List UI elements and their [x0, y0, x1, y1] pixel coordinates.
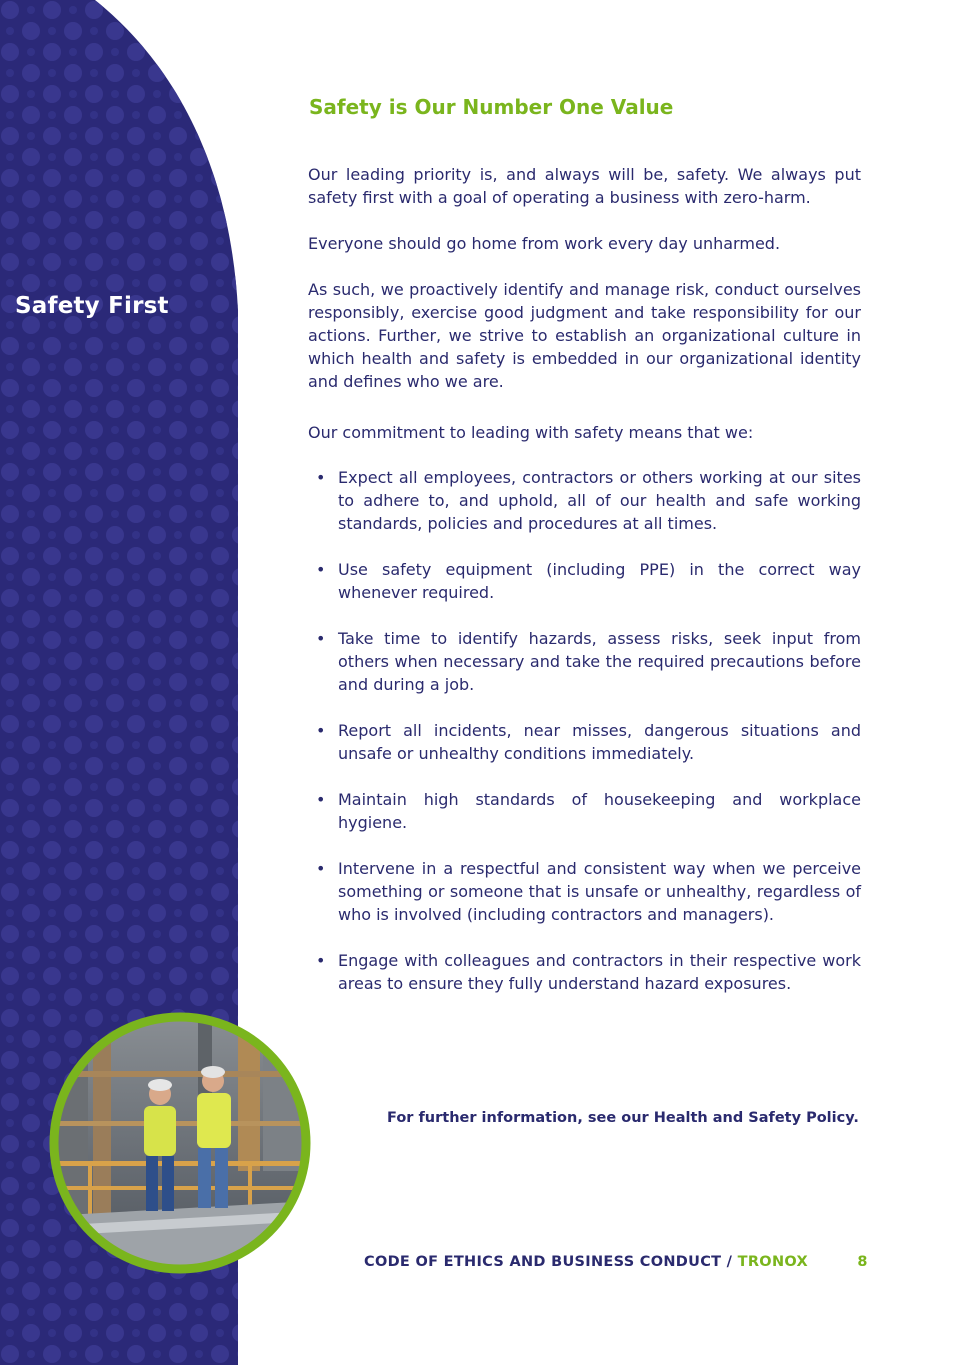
main-content [308, 163, 861, 1018]
paragraph: As such, we proactively identify and manage risk, conduct ourselves responsibly, exercise good judgment and take responsibility for our actions. Further, we strive to establish an organizational culture in which health and safety is embedded in our organizational identity and defines who we are. [308, 280, 861, 391]
workers-photo [48, 1011, 312, 1275]
sidebar-title: Safety First [15, 293, 169, 319]
footer-brand: TRONOX [737, 1254, 808, 1270]
list-item: • Engage with colleagues and contractors in their respective work areas to ensure they fully understand hazard exposures. [316, 951, 861, 993]
list-item: • Intervene in a respectful and consistent way when we perceive something or someone that is unsafe or unhealthy, regardless of who is involved (including contractors and managers). [316, 859, 861, 924]
paragraph: Our leading priority is, and always will be, safety. We always put safety first with a goal of operating a business with zero-harm. [308, 165, 861, 207]
bullet-icon: • [316, 721, 326, 740]
list-item: • Take time to identify hazards, assess risks, seek input from others when necessary and take the required precautions before and during a job. [316, 629, 861, 694]
bullet-icon: • [316, 468, 326, 487]
list-item: • Expect all employees, contractors or others working at our sites to adhere to, and uphold, all of our health and safe working standards, policies and procedures at all times. [316, 468, 861, 533]
commitment-list [308, 466, 861, 995]
further-info-note: For further information, see our Health and Safety Policy. [387, 1110, 859, 1126]
list-item: • Use safety equipment (including PPE) in the correct way whenever required. [316, 560, 861, 602]
commitment-intro: Our commitment to leading with safety means that we: [308, 423, 754, 442]
bullet-icon: • [316, 629, 326, 648]
page-footer [364, 1254, 868, 1270]
list-item: • Report all incidents, near misses, dangerous situations and unsafe or unhealthy conditions immediately. [316, 721, 861, 763]
page-heading: Safety is Our Number One Value [309, 95, 674, 119]
bullet-icon: • [316, 951, 326, 970]
footer-doc-title: CODE OF ETHICS AND BUSINESS CONDUCT / [364, 1254, 733, 1270]
page-number: 8 [857, 1254, 868, 1270]
list-item: • Maintain high standards of housekeeping and workplace hygiene. [316, 790, 861, 832]
bullet-icon: • [316, 790, 326, 809]
paragraph: Everyone should go home from work every day unharmed. [308, 234, 781, 253]
bullet-icon: • [316, 859, 326, 878]
bullet-icon: • [316, 560, 326, 579]
